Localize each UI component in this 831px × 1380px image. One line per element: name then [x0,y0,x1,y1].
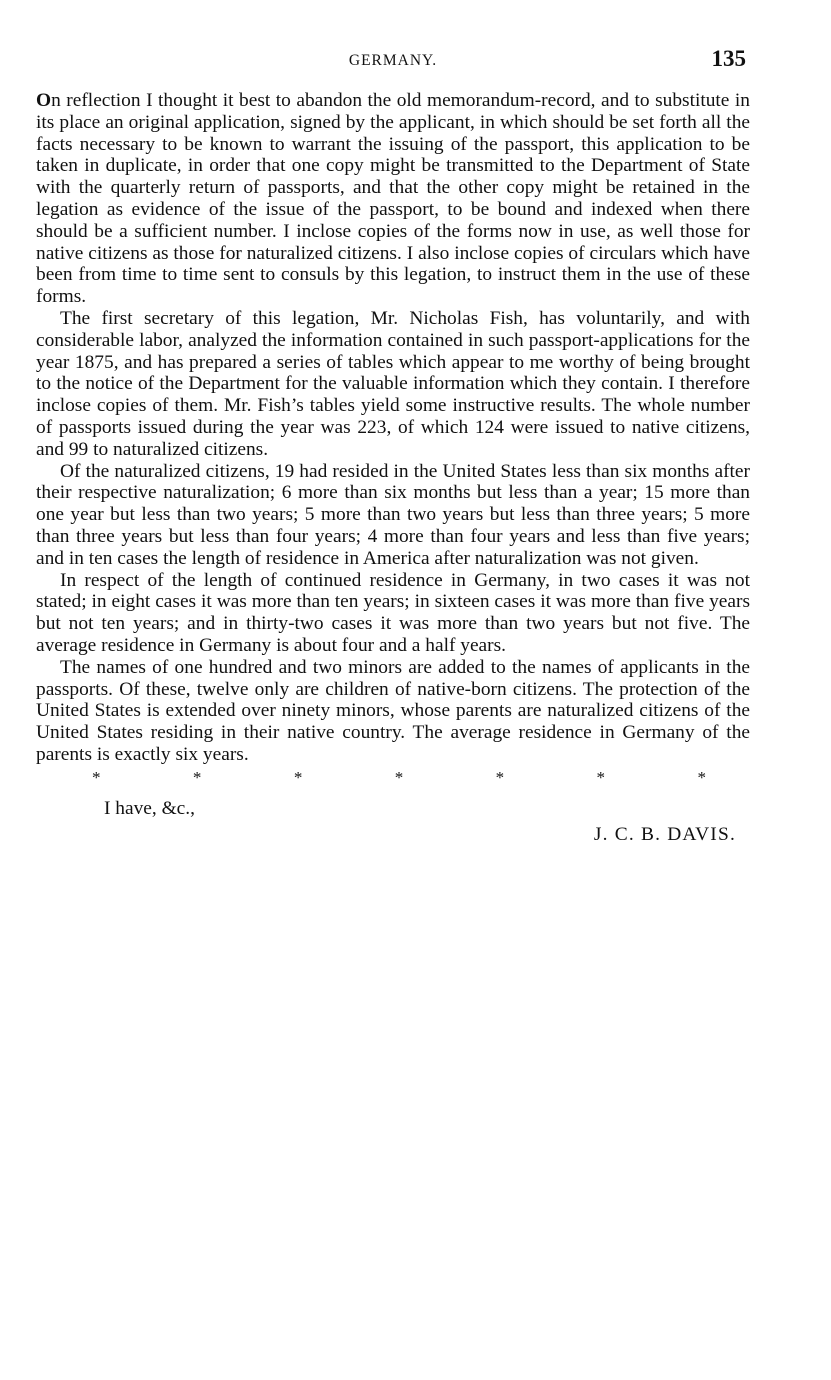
running-head: GERMANY. [348,52,438,69]
asterisk: * [192,767,202,787]
asterisk: * [596,767,606,787]
asterisk: * [293,767,303,787]
paragraph-residence-in-germany: In respect of the length of continued residence in Germany, in two cases it was not stated; in eight cases it was more than ten years; in sixteen cases it was more than five years but not ten years; and in thirty-two cases it was more than two years but not five. The average residence in Germany is about four and a half years. [36,569,750,656]
asterisk: * [92,767,101,787]
letter-body [36,90,750,766]
page-header [36,46,750,80]
asterisk: * [495,767,505,787]
paragraph-nicholas-fish-tables: The first secretary of this legation, Mr. Nicholas Fish, has voluntarily, and with considerable labor, analyzed the information contained in such passport-applications for the year 1875, and has prepared a series of tables which appear to me worthy of being brought to the notice of the Department for the valuable information which they contain. I therefore inclose copies of them. Mr. Fish’s tables yield some instructive results. The whole number of passports issued during the year was 223, of which 124 were issued to native citizens, and 99 to naturalized citizens. [36,307,750,460]
closing-salutation: I have, &c., [104,797,195,819]
page-number: 135 [711,46,746,71]
asterisk: * [697,767,706,787]
omission-asterisks [36,767,750,787]
asterisk: * [394,767,404,787]
document-page [36,46,750,846]
paragraph-naturalized-residence: Of the naturalized citizens, 19 had resided in the United States less than six months after their respective naturalization; 6 more than six months but less than a year; 15 more than one year but less than two years; 5 more than two years but less than three years; 5 more than three years but less than four years; 4 more than four years and less than five years; and in ten cases the length of residence in America after naturalization was not given. [36,460,750,569]
signature: J. C. B. DAVIS. [593,823,736,845]
paragraph-passport-applications: On reflection I thought it best to abandon the old memorandum-record, and to substitute in its place an original application, signed by the applicant, in which should be set forth all the facts necessary to be known to warrant the issuing of the passport, this application to be taken in duplicate, in order that one copy might be transmitted to the Department of State with the quarterly return of passports, and that the other copy might be retained in the legation as evidence of the issue of the passport, to be bound and indexed when there should be a sufficient number. I inclose copies of the forms now in use, as well those for native citizens as those for naturalized citizens. I also inclose copies of circulars which have been from time to time sent to consuls by this legation, to instruct them in the use of these forms. [36,90,750,308]
paragraph-minors: The names of one hundred and two minors are added to the names of applicants in the passports. Of these, twelve only are children of native-born citizens. The protection of the United States is extended over ninety minors, whose parents are naturalized citizens of the United States residing in their native country. The average residence in Germany of the parents is exactly six years. [36,656,750,765]
